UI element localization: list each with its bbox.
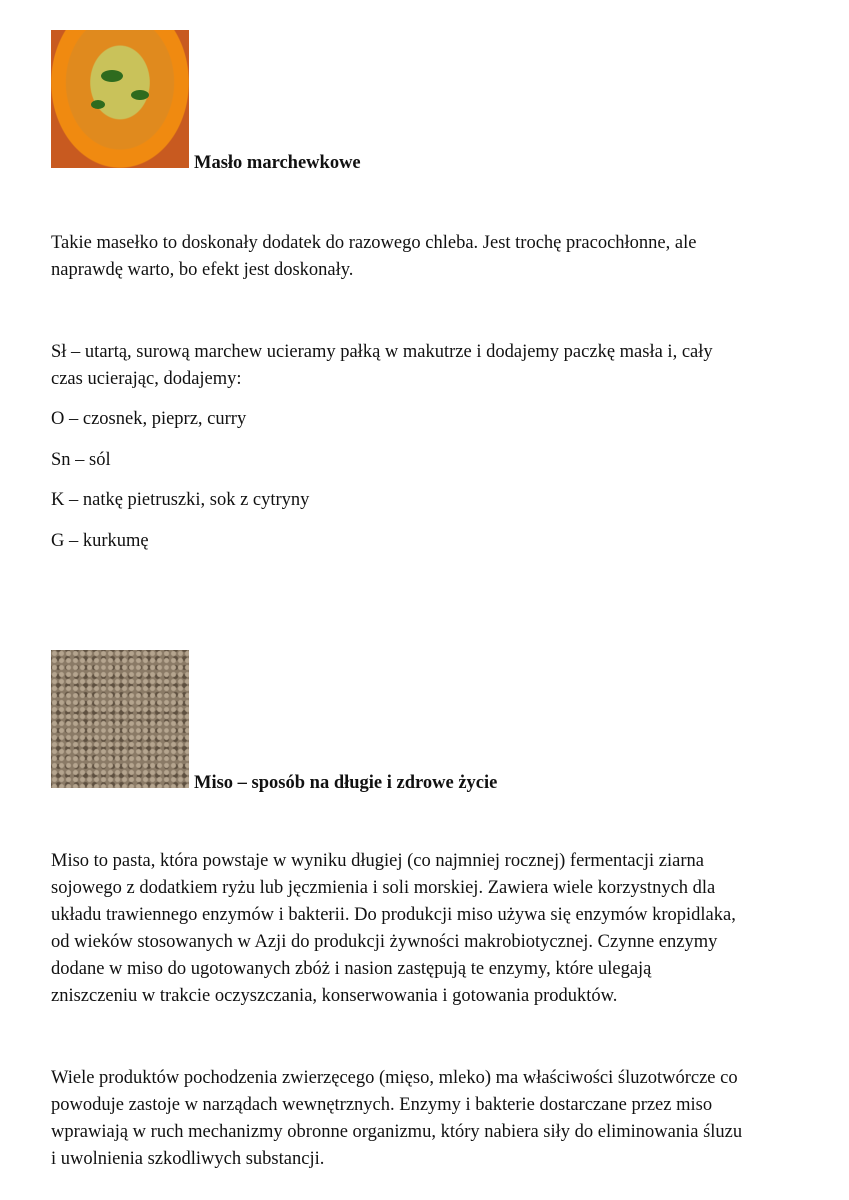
paragraph-line: czas ucierając, dodajemy:	[51, 369, 242, 389]
step-line: O – czosnek, pieprz, curry	[51, 409, 247, 429]
step-line: G – kurkumę	[51, 531, 149, 551]
paragraph-line: Takie masełko to doskonały dodatek do razowego chleba. Jest trochę pracochłonne, ale	[51, 233, 697, 253]
paragraph-line: układu trawiennego enzymów i bakterii. Do produkcji miso używa się enzymów kropidlaka,	[51, 905, 736, 925]
paragraph-line: zniszczeniu w trakcie oczyszczania, konserwowania i gotowania produktów.	[51, 986, 618, 1006]
paragraph-line: i uwolnienia szkodliwych substancji.	[51, 1149, 325, 1169]
paragraph-line: wprawiają w ruch mechanizmy obronne organizmu, który nabiera siły do eliminowania śluzu	[51, 1122, 743, 1142]
paragraph-line: od wieków stosowanych w Azji do produkcji żywności makrobiotycznej. Czynne enzymy	[51, 932, 718, 952]
step-line: K – natkę pietruszki, sok z cytryny	[51, 490, 310, 510]
paragraph-line: Wiele produktów pochodzenia zwierzęcego (mięso, mleko) ma właściwości śluzotwórcze co	[51, 1068, 738, 1088]
miso-grains-photo	[51, 650, 189, 788]
section-title: Miso – sposób na długie i zdrowe życie	[194, 773, 498, 793]
paragraph-line: powoduje zastoje w narządach wewnętrznych. Enzymy i bakterie dostarczane przez miso	[51, 1095, 713, 1115]
paragraph-line: Miso to pasta, która powstaje w wyniku długiej (co najmniej rocznej) fermentacji ziarna	[51, 851, 704, 871]
paragraph-line: sojowego z dodatkiem ryżu lub jęczmienia i soli morskiej. Zawiera wiele korzystnych dla	[51, 878, 716, 898]
carrot-butter-photo	[51, 30, 189, 168]
paragraph-line: dodane w miso do ugotowanych zbóż i nasion zastępują te enzymy, które ulegają	[51, 959, 652, 979]
step-line: Sn – sól	[51, 450, 111, 470]
paragraph-line: naprawdę warto, bo efekt jest doskonały.	[51, 260, 354, 280]
section-title: Masło marchewkowe	[194, 153, 361, 173]
paragraph-line: Sł – utartą, surową marchew ucieramy pałką w makutrze i dodajemy paczkę masła i, cały	[51, 342, 713, 362]
